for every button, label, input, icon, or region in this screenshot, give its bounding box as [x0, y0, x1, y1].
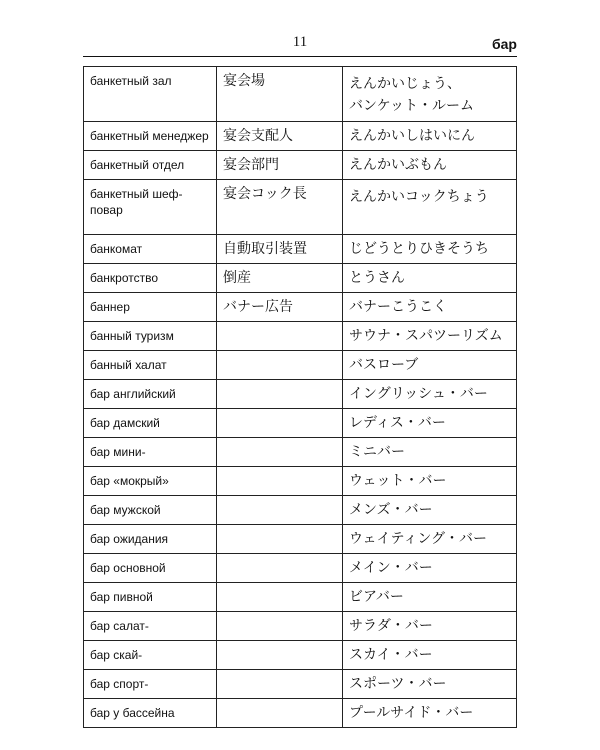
russian-term: бар у бассейна	[84, 699, 217, 728]
russian-term: банкомат	[84, 235, 217, 264]
russian-term: банкетный менеджер	[84, 122, 217, 151]
kana-reading	[343, 467, 517, 496]
kana-line: メンズ・バー	[349, 502, 433, 518]
kanji-term: バナー広告	[217, 293, 343, 322]
kana-reading	[343, 438, 517, 467]
russian-term: банкетный шеф-повар	[84, 180, 217, 235]
kanji-term	[217, 641, 343, 670]
kana-line: えんかいぶもん	[349, 157, 447, 173]
table-row	[84, 380, 517, 409]
table-row	[84, 235, 517, 264]
kana-reading	[343, 122, 517, 151]
russian-term: баннер	[84, 293, 217, 322]
kana-reading	[343, 264, 517, 293]
kana-line: バンケット・ルーム	[349, 98, 475, 114]
kanji-term	[217, 525, 343, 554]
kanji-term	[217, 554, 343, 583]
table-row	[84, 180, 517, 235]
header-rule	[83, 56, 517, 57]
table-row	[84, 122, 517, 151]
kana-line: えんかいじょう、	[349, 76, 461, 92]
kana-line: ビアバー	[349, 589, 404, 605]
kana-line: サウナ・スパツーリズム	[349, 328, 503, 344]
kanji-term: 宴会部門	[217, 151, 343, 180]
kanji-term: 宴会支配人	[217, 122, 343, 151]
kanji-term	[217, 496, 343, 525]
russian-term: бар салат-	[84, 612, 217, 641]
kana-line: スポーツ・バー	[349, 676, 447, 692]
kana-reading	[343, 496, 517, 525]
kana-reading	[343, 180, 517, 235]
table-row	[84, 525, 517, 554]
table-row	[84, 612, 517, 641]
table-row	[84, 351, 517, 380]
kanji-term: 宴会コック長	[217, 180, 343, 235]
table-row	[84, 322, 517, 351]
kana-reading	[343, 293, 517, 322]
russian-term: банный халат	[84, 351, 217, 380]
russian-term: бар дамский	[84, 409, 217, 438]
table-row	[84, 496, 517, 525]
kanji-term	[217, 699, 343, 728]
kana-line: とうさん	[349, 270, 405, 286]
kana-reading	[343, 235, 517, 264]
russian-term: банкетный отдел	[84, 151, 217, 180]
kanji-term	[217, 409, 343, 438]
kana-line: えんかいしはいにん	[349, 128, 475, 144]
russian-term: бар мужской	[84, 496, 217, 525]
kana-line: ウェット・バー	[349, 473, 447, 489]
table-row	[84, 670, 517, 699]
kana-line: レディス・バー	[349, 415, 446, 431]
kanji-term: 宴会場	[217, 67, 343, 122]
kanji-term: 倒産	[217, 264, 343, 293]
russian-term: бар спорт-	[84, 670, 217, 699]
kana-reading	[343, 409, 517, 438]
kana-line: えんかいコックちょう	[349, 189, 489, 205]
table-row	[84, 67, 517, 122]
table-row	[84, 293, 517, 322]
kana-line: スカイ・バー	[349, 647, 433, 663]
kana-reading	[343, 322, 517, 351]
russian-term: бар скай-	[84, 641, 217, 670]
kana-reading	[343, 670, 517, 699]
kana-reading	[343, 151, 517, 180]
kana-reading	[343, 380, 517, 409]
kana-line: メイン・バー	[349, 560, 433, 576]
kanji-term	[217, 670, 343, 699]
table-row	[84, 467, 517, 496]
glossary-body	[84, 67, 517, 728]
kana-line: プールサイド・バー	[349, 705, 474, 721]
kana-line: じどうとりひきそうち	[349, 241, 489, 257]
kanji-term	[217, 467, 343, 496]
kana-line: バナーこうこく	[349, 299, 447, 315]
glossary-table	[83, 66, 517, 728]
kanji-term: 自動取引装置	[217, 235, 343, 264]
table-row	[84, 641, 517, 670]
table-row	[84, 583, 517, 612]
kana-reading	[343, 67, 517, 122]
kana-line: イングリッシュ・バー	[349, 386, 488, 402]
kanji-term	[217, 612, 343, 641]
kana-line: サラダ・バー	[349, 618, 433, 634]
running-head: бар	[492, 36, 517, 52]
russian-term: банкетный зал	[84, 67, 217, 122]
kana-line: ウェイティング・バー	[349, 531, 488, 547]
russian-term: бар «мокрый»	[84, 467, 217, 496]
kanji-term	[217, 351, 343, 380]
table-row	[84, 151, 517, 180]
kana-reading	[343, 612, 517, 641]
russian-term: бар мини-	[84, 438, 217, 467]
russian-term: банкротство	[84, 264, 217, 293]
kanji-term	[217, 380, 343, 409]
russian-term: бар пивной	[84, 583, 217, 612]
kana-line: ミニバー	[349, 444, 405, 460]
kanji-term	[217, 438, 343, 467]
kana-reading	[343, 525, 517, 554]
kana-reading	[343, 554, 517, 583]
kana-reading	[343, 699, 517, 728]
russian-term: бар ожидания	[84, 525, 217, 554]
table-row	[84, 264, 517, 293]
kana-line: バスローブ	[349, 357, 419, 373]
table-row	[84, 554, 517, 583]
russian-term: банный туризм	[84, 322, 217, 351]
kanji-term	[217, 583, 343, 612]
page-number: 11	[292, 34, 308, 50]
russian-term: бар английский	[84, 380, 217, 409]
kana-reading	[343, 641, 517, 670]
table-row	[84, 438, 517, 467]
kana-reading	[343, 583, 517, 612]
table-row	[84, 699, 517, 728]
kana-reading	[343, 351, 517, 380]
kanji-term	[217, 322, 343, 351]
russian-term: бар основной	[84, 554, 217, 583]
table-row	[84, 409, 517, 438]
